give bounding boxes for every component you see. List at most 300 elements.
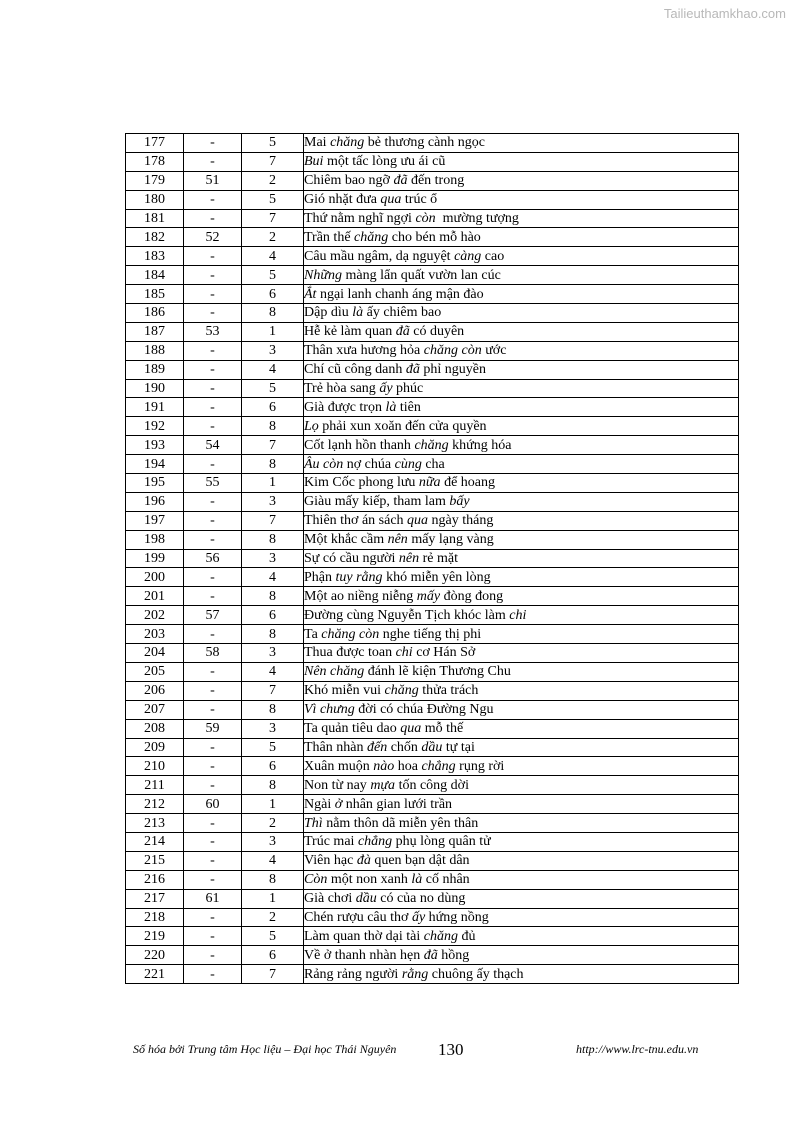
verse-segment: Làm quan thờ dại tài <box>304 928 424 944</box>
line-position-cell: 1 <box>242 889 304 908</box>
row-number-cell: 200 <box>126 568 184 587</box>
verse-segment: Kim Cốc phong lưu <box>304 475 419 491</box>
poem-number-cell: 51 <box>184 171 242 190</box>
table-row <box>126 587 739 606</box>
line-position-cell: 6 <box>242 398 304 417</box>
table-row <box>126 511 739 530</box>
line-position-cell: 8 <box>242 304 304 323</box>
verse-segment: tốn công dời <box>395 777 469 793</box>
line-position-cell: 7 <box>242 152 304 171</box>
function-word: Âu còn <box>304 456 344 472</box>
verse-text-cell <box>304 190 739 209</box>
table-row <box>126 870 739 889</box>
function-word: chăng còn <box>321 626 380 642</box>
verse-segment: Ngài <box>304 796 335 812</box>
function-word: là <box>385 399 397 415</box>
line-position-cell: 8 <box>242 870 304 889</box>
line-position-cell: 5 <box>242 190 304 209</box>
verse-segment: hồng <box>437 947 470 963</box>
line-position-cell: 3 <box>242 341 304 360</box>
verse-segment: phải xun xoăn đến cửa quyền <box>318 418 487 434</box>
footer-source: Số hóa bởi Trung tâm Học liệu – Đại học Thái Nguyên <box>133 1042 397 1056</box>
verse-segment: nợ chúa <box>343 456 395 472</box>
verse-segment: Trần thế <box>304 229 355 245</box>
line-position-cell: 7 <box>242 436 304 455</box>
poem-number-cell: - <box>184 304 242 323</box>
table-row <box>126 946 739 965</box>
row-number-cell: 209 <box>126 738 184 757</box>
row-number-cell: 207 <box>126 700 184 719</box>
row-number-cell: 177 <box>126 134 184 153</box>
verse-segment: nhân gian lưới trần <box>342 796 453 812</box>
row-number-cell: 203 <box>126 625 184 644</box>
row-number-cell: 213 <box>126 814 184 833</box>
poem-number-cell: - <box>184 738 242 757</box>
verse-text-cell <box>304 965 739 984</box>
table-row <box>126 455 739 474</box>
line-position-cell: 8 <box>242 625 304 644</box>
verse-text-cell <box>304 795 739 814</box>
poem-number-cell: - <box>184 757 242 776</box>
table-row <box>126 209 739 228</box>
function-word: là <box>411 872 423 888</box>
table-row <box>126 908 739 927</box>
table-row <box>126 681 739 700</box>
function-word: đã <box>395 324 410 340</box>
verse-text-cell <box>304 530 739 549</box>
table-row <box>126 285 739 304</box>
verse-text-cell <box>304 587 739 606</box>
function-word: qua <box>380 192 402 208</box>
row-number-cell: 189 <box>126 360 184 379</box>
verse-text-cell <box>304 209 739 228</box>
verse-segment: Ta <box>304 626 322 642</box>
poem-number-cell: - <box>184 681 242 700</box>
row-number-cell: 202 <box>126 606 184 625</box>
verse-segment: một tấc lòng ưu ái cũ <box>323 154 446 170</box>
line-position-cell: 5 <box>242 379 304 398</box>
verse-segment: Gió nhặt đưa <box>304 192 381 208</box>
line-position-cell: 4 <box>242 662 304 681</box>
verse-segment: rẻ mặt <box>419 551 458 567</box>
row-number-cell: 188 <box>126 341 184 360</box>
table-row <box>126 625 739 644</box>
function-word: chẳng <box>357 834 393 850</box>
function-word: qua <box>400 721 422 737</box>
table-row <box>126 700 739 719</box>
verse-segment: Trúc mai <box>304 834 358 850</box>
poem-number-cell: - <box>184 851 242 870</box>
verse-segment: Rảng rảng người <box>304 966 402 982</box>
table-row <box>126 152 739 171</box>
verse-table-body <box>126 134 739 984</box>
function-word: càng <box>454 248 482 264</box>
verse-segment: tự tại <box>442 739 475 755</box>
verse-text-cell <box>304 417 739 436</box>
row-number-cell: 199 <box>126 549 184 568</box>
verse-segment: Mai <box>304 135 331 151</box>
verse-segment: khứng hóa <box>448 437 512 453</box>
verse-segment: trúc ổ <box>401 192 438 208</box>
verse-text-cell <box>304 700 739 719</box>
verse-segment: mỗ thế <box>421 721 464 737</box>
verse-segment: rụng rời <box>455 758 505 774</box>
line-position-cell: 8 <box>242 530 304 549</box>
line-position-cell: 1 <box>242 322 304 341</box>
row-number-cell: 187 <box>126 322 184 341</box>
line-position-cell: 2 <box>242 908 304 927</box>
poem-number-cell: - <box>184 568 242 587</box>
poem-number-cell: - <box>184 776 242 795</box>
verse-segment: hoa <box>394 758 422 774</box>
row-number-cell: 190 <box>126 379 184 398</box>
row-number-cell: 208 <box>126 719 184 738</box>
line-position-cell: 3 <box>242 832 304 851</box>
row-number-cell: 197 <box>126 511 184 530</box>
verse-text-cell <box>304 436 739 455</box>
page-number: 130 <box>438 1040 464 1059</box>
table-row <box>126 832 739 851</box>
verse-segment: cơ Hán Sở <box>412 645 476 661</box>
verse-segment: ngại lanh chanh áng mận đào <box>316 286 484 302</box>
footer-url[interactable]: http://www.lrc-tnu.edu.vn <box>576 1042 699 1056</box>
function-word: chi <box>509 607 527 623</box>
verse-text-cell <box>304 719 739 738</box>
verse-segment: Một khắc cầm <box>304 532 388 548</box>
line-position-cell: 5 <box>242 927 304 946</box>
poem-number-cell: - <box>184 700 242 719</box>
verse-text-cell <box>304 927 739 946</box>
table-row <box>126 379 739 398</box>
table-row <box>126 360 739 379</box>
poem-number-cell: - <box>184 266 242 285</box>
row-number-cell: 195 <box>126 474 184 493</box>
verse-segment: màng lẩn quất vườn lan cúc <box>341 267 501 283</box>
line-position-cell: 2 <box>242 814 304 833</box>
line-position-cell: 3 <box>242 719 304 738</box>
row-number-cell: 205 <box>126 662 184 681</box>
function-word: nên <box>398 551 420 567</box>
verse-segment: phụ lòng quân tử <box>392 834 491 850</box>
row-number-cell: 193 <box>126 436 184 455</box>
poem-number-cell: - <box>184 870 242 889</box>
verse-segment: Ta quản tiêu dao <box>304 721 401 737</box>
verse-text-cell <box>304 946 739 965</box>
verse-text-cell <box>304 398 739 417</box>
verse-segment: có của no dùng <box>376 891 466 907</box>
row-number-cell: 194 <box>126 455 184 474</box>
verse-text-cell <box>304 851 739 870</box>
row-number-cell: 181 <box>126 209 184 228</box>
table-row <box>126 814 739 833</box>
verse-segment: Về ở thanh nhàn hẹn <box>304 947 424 963</box>
verse-text-cell <box>304 304 739 323</box>
table-row <box>126 492 739 511</box>
verse-segment: một non xanh <box>327 872 412 888</box>
row-number-cell: 214 <box>126 832 184 851</box>
function-word: cùng <box>394 456 422 472</box>
poem-number-cell: - <box>184 814 242 833</box>
verse-segment: cha <box>421 456 445 472</box>
poem-number-cell: - <box>184 190 242 209</box>
row-number-cell: 180 <box>126 190 184 209</box>
poem-number-cell: 53 <box>184 322 242 341</box>
verse-text-cell <box>304 266 739 285</box>
verse-segment: tiên <box>396 399 421 415</box>
function-word: đã <box>405 362 420 378</box>
function-word: đã <box>423 947 438 963</box>
line-position-cell: 4 <box>242 360 304 379</box>
verse-segment: Già được trọn <box>304 399 386 415</box>
row-number-cell: 186 <box>126 304 184 323</box>
function-word: ở <box>334 796 343 812</box>
function-word: đã <box>393 173 408 189</box>
row-number-cell: 210 <box>126 757 184 776</box>
table-row <box>126 795 739 814</box>
verse-segment: Thân nhàn <box>304 739 367 755</box>
verse-text-cell <box>304 285 739 304</box>
poem-number-cell: 59 <box>184 719 242 738</box>
poem-number-cell: - <box>184 832 242 851</box>
line-position-cell: 7 <box>242 681 304 700</box>
line-position-cell: 8 <box>242 417 304 436</box>
verse-segment: phúc <box>392 381 424 397</box>
function-word: Còn <box>304 872 328 888</box>
verse-segment: Non từ nay <box>304 777 371 793</box>
table-row <box>126 247 739 266</box>
verse-text-cell <box>304 662 739 681</box>
poem-number-cell: 60 <box>184 795 242 814</box>
verse-text-cell <box>304 511 739 530</box>
verse-text-cell <box>304 832 739 851</box>
poem-number-cell: - <box>184 379 242 398</box>
table-row <box>126 662 739 681</box>
table-row <box>126 436 739 455</box>
verse-segment: bẻ thương cành ngọc <box>364 135 486 151</box>
function-word: mựa <box>370 777 396 793</box>
verse-segment: ngày tháng <box>428 513 494 529</box>
table-row <box>126 757 739 776</box>
poem-number-cell: - <box>184 455 242 474</box>
line-position-cell: 2 <box>242 171 304 190</box>
line-position-cell: 3 <box>242 549 304 568</box>
verse-segment: đánh lẽ kiện Thương Chu <box>364 664 511 680</box>
row-number-cell: 196 <box>126 492 184 511</box>
verse-text-cell <box>304 908 739 927</box>
table-row <box>126 171 739 190</box>
verse-segment: quen bạn dật dân <box>370 853 470 869</box>
verse-segment: đến trong <box>407 173 465 189</box>
verse-segment: đủ <box>457 928 476 944</box>
verse-segment: cao <box>481 248 505 264</box>
row-number-cell: 221 <box>126 965 184 984</box>
verse-segment: Chí cũ công danh <box>304 362 406 378</box>
verse-text-cell <box>304 474 739 493</box>
row-number-cell: 184 <box>126 266 184 285</box>
verse-segment: chuông ấy thạch <box>428 966 524 982</box>
poem-number-cell: - <box>184 511 242 530</box>
function-word: rằng <box>401 966 429 982</box>
function-word: ấy <box>379 381 393 397</box>
table-row <box>126 398 739 417</box>
line-position-cell: 3 <box>242 644 304 663</box>
function-word: chi <box>395 645 413 661</box>
table-row <box>126 776 739 795</box>
table-row <box>126 341 739 360</box>
line-position-cell: 1 <box>242 474 304 493</box>
verse-segment: hứng nồng <box>425 909 489 925</box>
watermark-text: Tailieuthamkhao.com <box>663 6 786 21</box>
verse-segment: có duyên <box>409 324 465 340</box>
poem-number-cell: 54 <box>184 436 242 455</box>
poem-number-cell: - <box>184 908 242 927</box>
verse-segment: Chiêm bao ngỡ <box>304 173 394 189</box>
row-number-cell: 218 <box>126 908 184 927</box>
verse-text-cell <box>304 455 739 474</box>
function-word: Thì <box>304 815 323 831</box>
poem-number-cell: - <box>184 530 242 549</box>
table-row <box>126 606 739 625</box>
verse-text-cell <box>304 681 739 700</box>
line-position-cell: 8 <box>242 587 304 606</box>
line-position-cell: 6 <box>242 285 304 304</box>
line-position-cell: 5 <box>242 738 304 757</box>
verse-text-cell <box>304 757 739 776</box>
poem-number-cell: - <box>184 152 242 171</box>
row-number-cell: 185 <box>126 285 184 304</box>
line-position-cell: 8 <box>242 776 304 795</box>
poem-number-cell: 58 <box>184 644 242 663</box>
line-position-cell: 5 <box>242 134 304 153</box>
poem-number-cell: 55 <box>184 474 242 493</box>
function-word: Vì chưng <box>304 702 355 718</box>
verse-segment: Thua được toan <box>304 645 396 661</box>
table-row <box>126 304 739 323</box>
verse-segment: Thiên thơ án sách <box>304 513 408 529</box>
verse-segment: Trẻ hòa sang <box>304 381 380 397</box>
verse-text-cell <box>304 606 739 625</box>
poem-number-cell: - <box>184 625 242 644</box>
line-position-cell: 7 <box>242 511 304 530</box>
poem-number-cell: 56 <box>184 549 242 568</box>
verse-segment: Già chơi <box>304 891 356 907</box>
poem-number-cell: - <box>184 247 242 266</box>
table-row <box>126 927 739 946</box>
row-number-cell: 198 <box>126 530 184 549</box>
verse-segment: Cốt lạnh hồn thanh <box>304 437 415 453</box>
poem-number-cell: 61 <box>184 889 242 908</box>
line-position-cell: 4 <box>242 851 304 870</box>
poem-number-cell: - <box>184 492 242 511</box>
table-row <box>126 965 739 984</box>
function-word: là <box>352 305 364 321</box>
function-word: đến <box>366 739 388 755</box>
verse-text-cell <box>304 360 739 379</box>
line-position-cell: 7 <box>242 965 304 984</box>
function-word: Bui <box>304 154 324 170</box>
verse-text-cell <box>304 247 739 266</box>
row-number-cell: 217 <box>126 889 184 908</box>
row-number-cell: 212 <box>126 795 184 814</box>
line-position-cell: 5 <box>242 266 304 285</box>
verse-text-cell <box>304 492 739 511</box>
verse-text-cell <box>304 341 739 360</box>
verse-segment: Khó miễn vui <box>304 683 385 699</box>
verse-text-cell <box>304 171 739 190</box>
verse-segment: Hễ kẻ làm quan <box>304 324 396 340</box>
verse-text-cell <box>304 228 739 247</box>
function-word: chăng <box>414 437 449 453</box>
verse-segment: Sự có cầu người <box>304 551 399 567</box>
function-word: dầu <box>355 891 377 907</box>
line-position-cell: 2 <box>242 228 304 247</box>
function-word: nên <box>387 532 408 548</box>
verse-segment: đòng đong <box>440 588 504 604</box>
poem-number-cell: - <box>184 662 242 681</box>
line-position-cell: 6 <box>242 946 304 965</box>
function-word: chăng <box>423 928 458 944</box>
verse-segment: ấy chiêm bao <box>363 305 442 321</box>
poem-number-cell: 57 <box>184 606 242 625</box>
row-number-cell: 192 <box>126 417 184 436</box>
row-number-cell: 216 <box>126 870 184 889</box>
row-number-cell: 183 <box>126 247 184 266</box>
poem-number-cell: - <box>184 285 242 304</box>
function-word: nào <box>373 758 395 774</box>
verse-segment: đời có chúa Đường Ngu <box>354 702 494 718</box>
function-word: tuy rằng <box>335 569 383 585</box>
row-number-cell: 204 <box>126 644 184 663</box>
verse-segment: ước <box>481 343 507 359</box>
verse-text-cell <box>304 152 739 171</box>
row-number-cell: 215 <box>126 851 184 870</box>
verse-segment: thửa trách <box>418 683 479 699</box>
function-word: nữa <box>418 475 441 491</box>
verse-segment: Câu mầu ngâm, dạ nguyệt <box>304 248 455 264</box>
row-number-cell: 178 <box>126 152 184 171</box>
verse-segment: cố nhân <box>422 872 470 888</box>
verse-table <box>125 133 739 984</box>
verse-text-cell <box>304 625 739 644</box>
function-word: Những <box>304 267 342 283</box>
verse-segment: Chén rượu câu thơ <box>304 909 412 925</box>
verse-text-cell <box>304 134 739 153</box>
verse-segment: Giàu mấy kiếp, tham lam <box>304 494 450 510</box>
verse-text-cell <box>304 549 739 568</box>
line-position-cell: 6 <box>242 606 304 625</box>
table-row <box>126 851 739 870</box>
table-row <box>126 228 739 247</box>
table-row <box>126 549 739 568</box>
poem-number-cell: - <box>184 341 242 360</box>
table-row <box>126 134 739 153</box>
line-position-cell: 6 <box>242 757 304 776</box>
verse-segment: nghe tiếng thị phi <box>379 626 482 642</box>
verse-text-cell <box>304 379 739 398</box>
function-word: chăng còn <box>423 343 482 359</box>
verse-segment: chốn <box>387 739 422 755</box>
line-position-cell: 4 <box>242 568 304 587</box>
poem-number-cell: 52 <box>184 228 242 247</box>
table-row <box>126 719 739 738</box>
function-word: qua <box>407 513 429 529</box>
verse-segment: Thứ nằm nghĩ ngợi <box>304 211 416 226</box>
table-row <box>126 474 739 493</box>
row-number-cell: 182 <box>126 228 184 247</box>
row-number-cell: 191 <box>126 398 184 417</box>
row-number-cell: 179 <box>126 171 184 190</box>
line-position-cell: 8 <box>242 455 304 474</box>
